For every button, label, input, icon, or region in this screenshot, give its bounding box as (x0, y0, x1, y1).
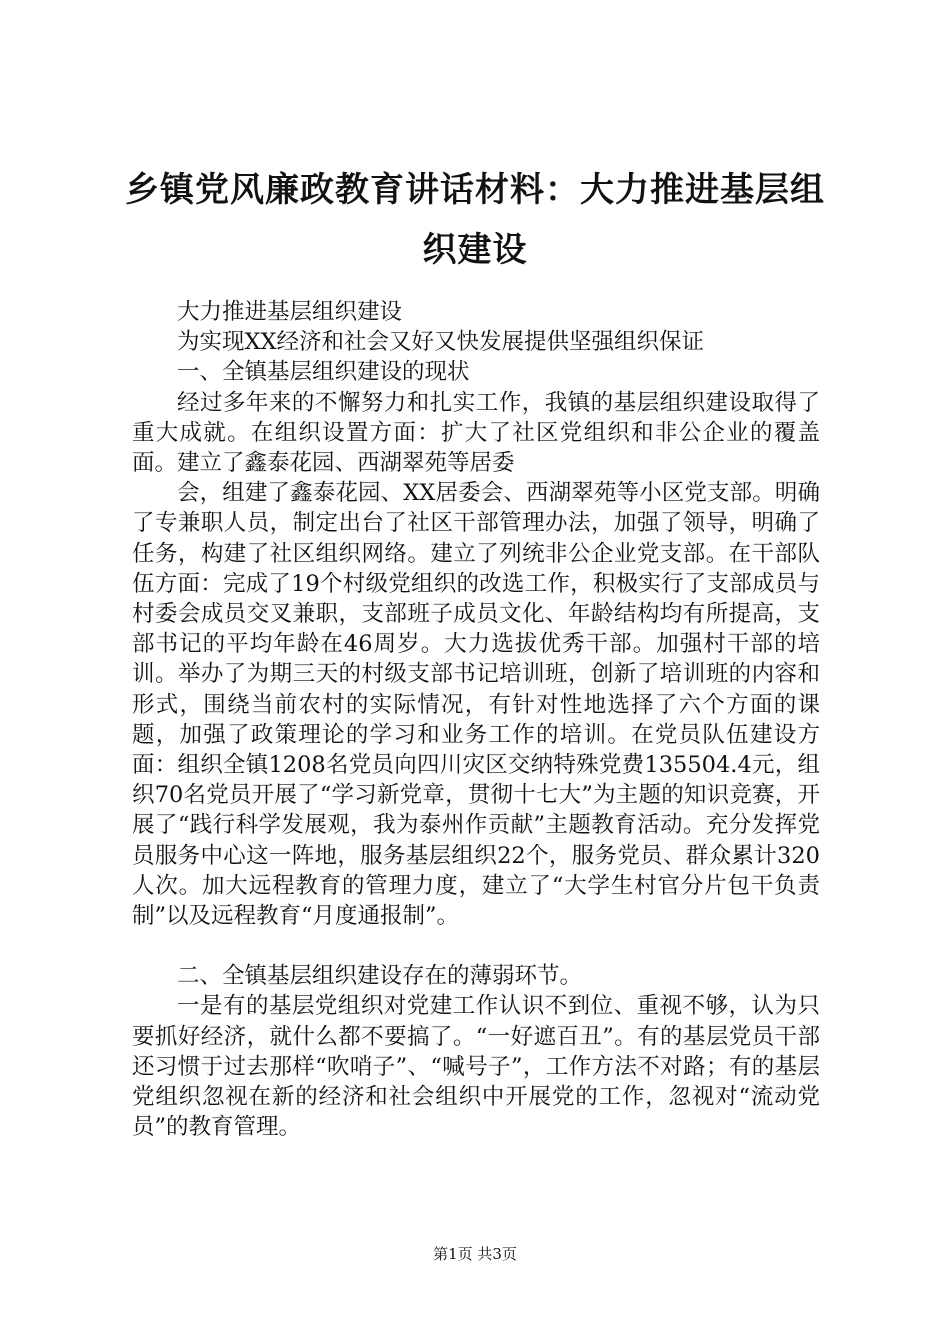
document-title: 乡镇党风廉政教育讲话材料：大力推进基层组织建设 (125, 170, 825, 270)
section-heading-1: 一、全镇基层组织建设的现状 (177, 359, 470, 386)
subtitle-line: 大力推进基层组织建设 (177, 299, 403, 325)
page-number-footer: 第1页 共3页 (433, 1245, 517, 1263)
body-paragraph-1: 经过多年来的不懈努力和扎实工作，我镇的基层组织建设取得了重大成就。在组织设置方面：扩大了社区党组织和非公企业的覆盖面。建立了鑫泰花园、西湖翠苑等居委 (132, 389, 820, 477)
section-heading-2: 二、全镇基层组织建设存在的薄弱环节。 (177, 963, 583, 990)
subtitle-slogan: 为实现XX经济和社会又好又快发展提供坚强组织保证 (177, 329, 705, 356)
document-body (132, 297, 820, 1142)
body-paragraph-3: 一是有的基层党组织对党建工作认识不到位、重视不够，认为只要抓好经济，就什么都不要搞了。“一好遮百丑”。有的基层党员干部还习惯于过去那样“吹哨子”、“喊号子”，工作方法不对路；有的基层党组织忽视在新的经济和社会组织中开展党的工作，忽视对“流动党员”的教育管理。 (132, 993, 820, 1141)
body-paragraph-2: 会，组建了鑫泰花园、XX居委会、西湖翠苑等小区党支部。明确了专兼职人员，制定出台了社区干部管理办法，加强了领导，明确了任务，构建了社区组织网络。建立了列统非公企业党支部。在干部队伍方面：完成了19个村级党组织的改选工作，积极实行了支部成员与村委会成员交叉兼职，支部班子成员文化、年龄结构均有所提高，支部书记的平均年龄在46周岁。大力选拔优秀干部。加强村干部的培训。举办了为期三天的村级支部书记培训班，创新了培训班的内容和形式，围绕当前农村的实际情况，有针对性地选择了六个方面的课题，加强了政策理论的学习和业务工作的培训。在党员队伍建设方面：组织全镇1208名党员向四川灾区交纳特殊党费135504.4元，组织70名党员开展了“学习新党章，贯彻十七大”为主题的知识竞赛，开展了“践行科学发展观，我为泰州作贡献”主题教育活动。充分发挥党员服务中心这一阵地，服务基层组织22个，服务党员、群众累计320人次。加大远程教育的管理力度，建立了“大学生村官分片包干负责制”以及远程教育“月度通报制”。 (132, 480, 820, 930)
